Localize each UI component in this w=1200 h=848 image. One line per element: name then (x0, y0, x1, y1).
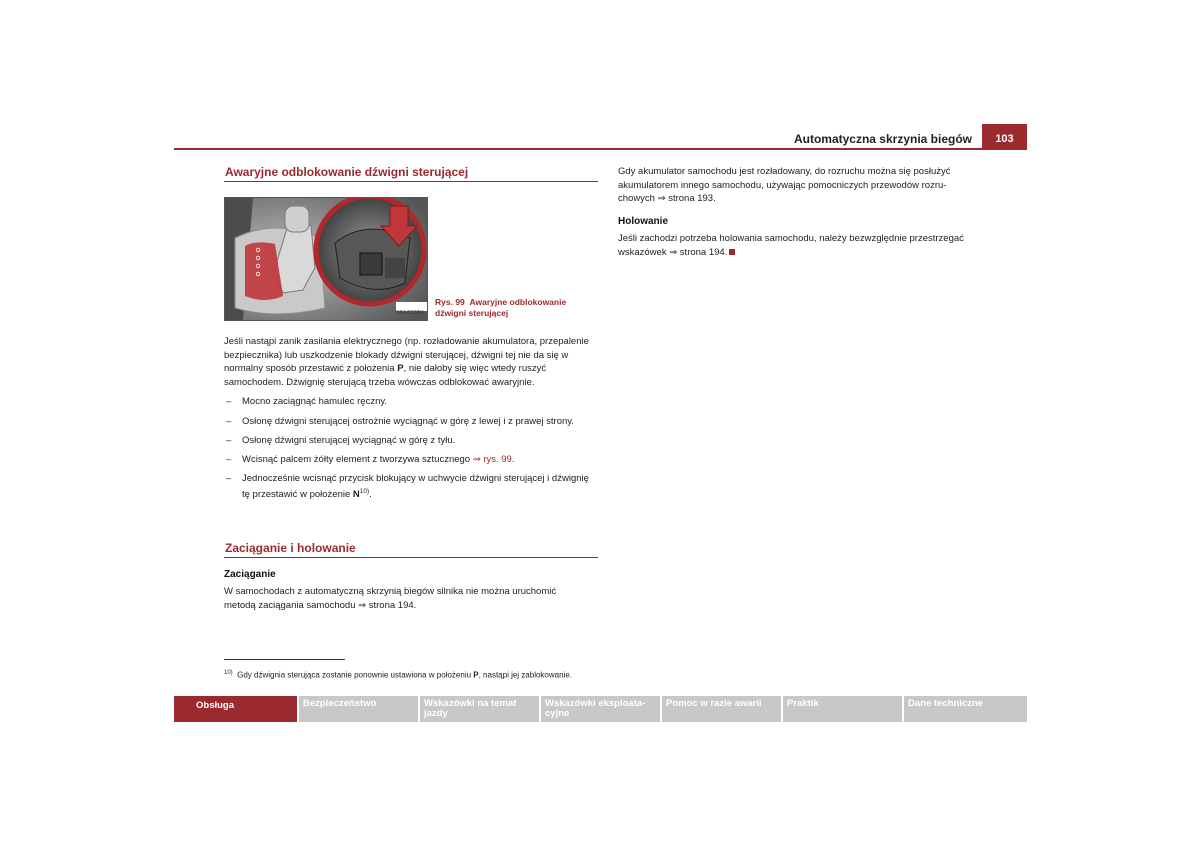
subheading-towing: Holowanie (618, 216, 669, 227)
step-dash: – (226, 454, 232, 465)
step-text: Osłonę dźwigni sterującej ostrożnie wyciągnąć w górę z lewej i z prawej strony. (242, 416, 574, 427)
step-item (226, 395, 606, 408)
nav-tab-wskazowki-jazdy[interactable]: Wskazówki na temat jazdy (420, 696, 539, 722)
end-of-section-icon (729, 249, 735, 255)
section-title-towing: Zaciąganie i holowanie (225, 541, 356, 555)
section-divider (224, 181, 598, 182)
figure-code: S6J-0102H (396, 310, 424, 316)
text-span: , nastąpi jej zablokowanie. (478, 670, 572, 680)
paragraph-line: Jeśli zachodzi potrzeba holowania samochodu, należy bezwzględnie przestrzegać (618, 233, 964, 244)
footnote-reference[interactable]: 10) (359, 488, 370, 495)
figure-caption-text-2: dźwigni sterującej (435, 308, 509, 318)
figure-caption (435, 297, 595, 319)
paragraph-line: bezpiecznika) lub uszkodzenie blokady dźwigni sterującej, dźwigni tej nie da się w (224, 349, 569, 361)
paragraph-line: W samochodach z automatyczną skrzynią biegów silnika nie można uruchomić (224, 586, 557, 597)
nav-tab-dane-techniczne[interactable]: Dane techniczne (904, 696, 1027, 722)
step-text: Osłonę dźwigni sterującej wyciągnąć w górę z tyłu. (242, 435, 456, 446)
paragraph-line: Jeśli nastąpi zanik zasilania elektrycznego (np. rozładowanie akumulatora, przepalenie (224, 336, 589, 347)
text-span: . (511, 454, 515, 465)
jump-start-paragraph (618, 165, 1018, 206)
nav-tab-obsluga[interactable]: Obsługa (174, 696, 297, 722)
subheading-tow-start: Zaciąganie (224, 569, 276, 580)
figure-caption-text-1: Awaryjne odblokowanie (469, 297, 567, 307)
text-span: wskazówek ⇒ strona 194. (618, 246, 728, 258)
text-span: Gdy dźwignia sterująca zostanie ponownie ustawiona w położeniu (237, 670, 474, 680)
figure-reference-link[interactable]: ⇒ rys. 99 (472, 454, 512, 465)
step-dash: – (226, 473, 232, 484)
nav-tab-pomoc-w-razie-awarii[interactable]: Pomoc w razie awarii (662, 696, 781, 722)
nav-tab-praktik[interactable]: Praktik (783, 696, 902, 722)
intro-paragraph (224, 335, 604, 389)
section-divider (224, 557, 598, 558)
header-divider (174, 148, 1027, 150)
figure-caption-number: Rys. 99 (435, 297, 465, 307)
step-item (226, 415, 606, 428)
text-span: Wcisnąć palcem żółty element z tworzywa sztucznego (242, 454, 473, 465)
position-p: P (473, 670, 479, 680)
text-span: . (369, 489, 372, 501)
footnote-mark: 10) (224, 670, 233, 676)
page-number: 103 (982, 124, 1027, 148)
figure-gear-lever (224, 197, 428, 321)
footnote-divider (224, 659, 345, 660)
step-text (242, 472, 602, 501)
paragraph-line: chowych ⇒ strona 193. (618, 193, 716, 204)
step-item (226, 472, 606, 500)
paragraph-line: akumulatorem innego samochodu, używając pomocniczych przewodów rozru- (618, 179, 947, 191)
gear-lever-illustration (225, 198, 427, 320)
paragraph-line: samochodem. Dźwignię sterującą trzeba wówczas odblokować awaryjnie. (224, 376, 535, 388)
paragraph-line (224, 362, 604, 376)
nav-tab-bezpieczenstwo[interactable]: Bezpieczeństwo (299, 696, 418, 722)
step-dash: – (226, 435, 232, 446)
paragraph-line (618, 246, 1018, 260)
step-item (226, 434, 606, 447)
position-n: N (352, 489, 360, 501)
paragraph-line: metodą zaciągania samochodu ⇒ strona 194. (224, 599, 417, 611)
text-span: Jednocześnie wcisnąć przycisk blokujący w uchwycie dźwigni sterującej i dźwignię (242, 473, 589, 484)
text-span: , nie dałoby się więc wtedy ruszyć (403, 363, 547, 374)
step-text: Mocno zaciągnąć hamulec ręczny. (242, 396, 388, 407)
paragraph-line: Gdy akumulator samochodu jest rozładowany, do rozruchu można się posłużyć (618, 166, 951, 177)
step-dash: – (226, 416, 232, 427)
section-title-emergency-unlock: Awaryjne odblokowanie dźwigni sterującej (225, 165, 469, 179)
tow-start-paragraph (224, 585, 604, 612)
text-span: tę przestawić w położenie (242, 489, 353, 501)
text-span: normalny sposób przestawić z położenia (224, 363, 398, 374)
nav-tab-wskazowki-eksploatacyjne[interactable]: Wskazówki eksploata-cyjne (541, 696, 660, 722)
step-dash: – (226, 396, 232, 407)
running-header-title: Automatyczna skrzynia biegów (793, 132, 972, 146)
step-item (226, 453, 606, 466)
position-p: P (397, 363, 404, 374)
footnote (224, 668, 624, 681)
towing-paragraph (618, 232, 1018, 259)
step-text (242, 453, 602, 466)
